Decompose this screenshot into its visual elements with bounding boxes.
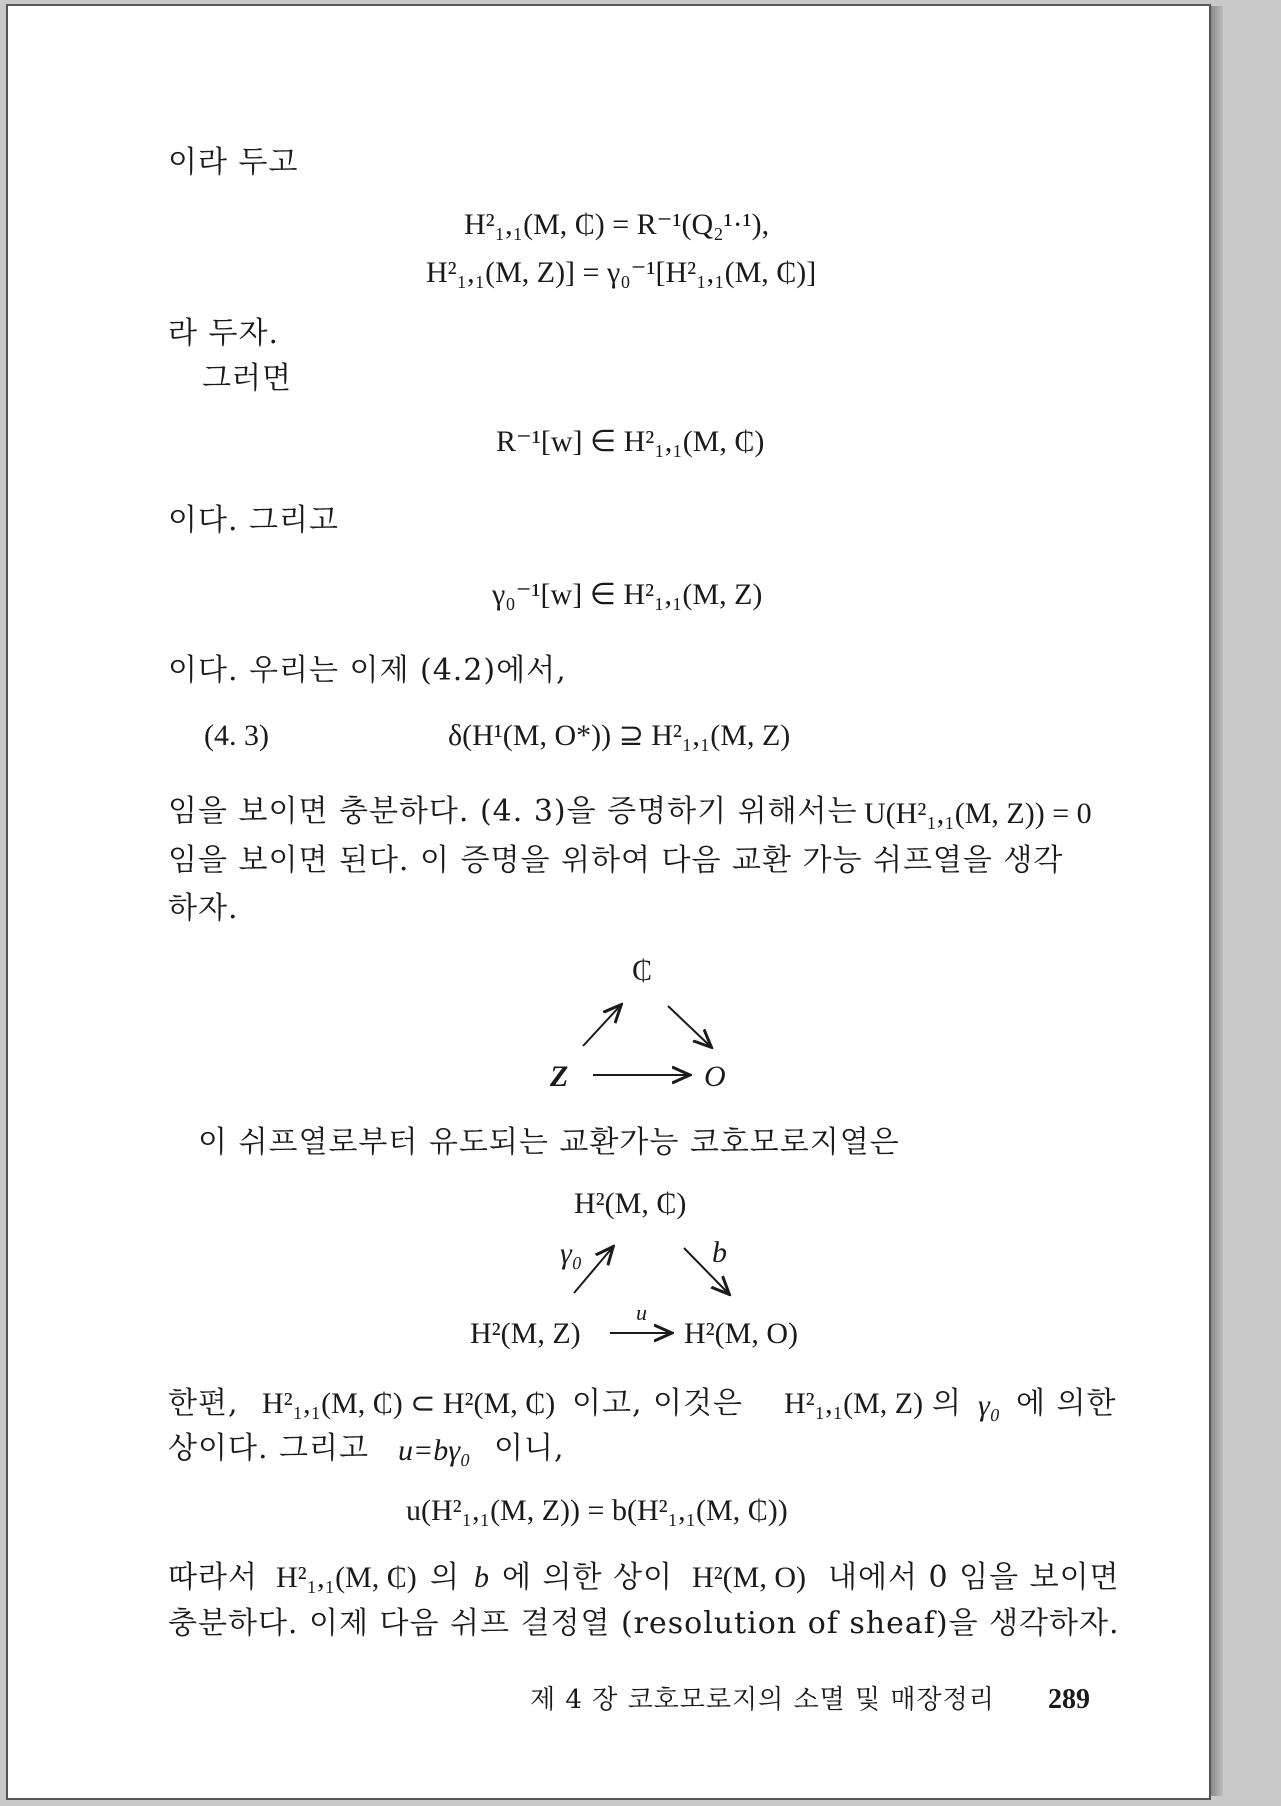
diagram-node-top: H²(M, ₵): [574, 1187, 687, 1220]
inline-math: H²₁,₁(M, ₵): [276, 1561, 417, 1594]
page-edge: [1211, 6, 1223, 1796]
inline-math: H²₁,₁(M, Z): [784, 1387, 924, 1420]
text-line: 이 쉬프열로부터 유도되는 교환가능 코호모로지열은: [198, 1125, 900, 1160]
text-line: 하자.: [168, 891, 239, 926]
diagram-arrows: [568, 1238, 738, 1343]
text-fragment: 의: [932, 1386, 962, 1421]
text-fragment: 에 의한 상이: [502, 1560, 673, 1595]
text-line: 충분하다. 이제 다음 쉬프 결정열 (resolution of sheaf)을 생각하자.: [168, 1606, 1120, 1641]
running-footer: 제 4 장 코호모로지의 소멸 및 매장정리: [530, 1685, 995, 1715]
diagram-node-right: H²(M, O): [684, 1317, 798, 1350]
equation: R⁻¹[w] ∈ H²₁,₁(M, ₵): [496, 425, 765, 458]
text-fragment: 의: [430, 1560, 460, 1595]
text-line: 이다. 그리고: [168, 503, 339, 538]
arrow-label-u: u: [636, 1300, 647, 1325]
text-line: 이라 두고: [168, 145, 299, 180]
inline-math: U(H²₁,₁(M, Z)) = 0: [864, 797, 1092, 830]
inline-math: H²₁,₁(M, ₵) ⊂ H²(M, ₵): [262, 1387, 556, 1420]
diagram-node-left: H²(M, Z): [470, 1317, 581, 1350]
arrow-label-b: b: [712, 1236, 727, 1269]
equation: δ(H¹(M, O*)) ⊇ H²₁,₁(M, Z): [448, 719, 791, 752]
text-line: 임을 보이면 된다. 이 증명을 위하여 다음 교환 가능 쉬프열을 생각: [168, 843, 1064, 878]
text-fragment: 이니,: [494, 1431, 565, 1466]
inline-math: H²(M, O): [692, 1561, 806, 1594]
diagram-node-right: O: [704, 1060, 726, 1093]
text-line: 이다. 우리는 이제 (4.2)에서,: [168, 653, 567, 688]
text-fragment: 따라서: [168, 1560, 258, 1595]
equation: H²₁,₁(M, ₵) = R⁻¹(Q₂¹·¹),: [464, 208, 770, 241]
equation: u(H²₁,₁(M, Z)) = b(H²₁,₁(M, ₵)): [406, 1494, 788, 1527]
inline-math: γ₀: [978, 1389, 1001, 1422]
text-fragment: 이고, 이것은: [572, 1386, 743, 1421]
text-fragment: 상이다. 그리고: [168, 1431, 369, 1466]
equation: γ₀⁻¹[w] ∈ H²₁,₁(M, Z): [492, 578, 763, 611]
text-fragment: 내에서 0 임을 보이면: [828, 1560, 1120, 1595]
inline-math: b: [474, 1561, 489, 1594]
inline-math: u=bγ₀: [398, 1434, 471, 1467]
equation: H²₁,₁(M, Z)] = γ₀⁻¹[H²₁,₁(M, ₵)]: [426, 256, 817, 289]
text-fragment: 에 의한: [1016, 1386, 1117, 1421]
equation-number: (4. 3): [204, 719, 269, 752]
text-line: 라 두자.: [168, 316, 280, 351]
diagram-node-top: ₵: [632, 954, 653, 987]
diagram-arrows: [568, 996, 718, 1091]
document-page: [6, 4, 1211, 1800]
arrow-label-gamma: γ₀: [560, 1237, 583, 1270]
diagram-node-left: Z: [550, 1060, 569, 1093]
page-number: 289: [1048, 1684, 1090, 1715]
text-line: 임을 보이면 충분하다. (4. 3)을 증명하기 위해서는: [168, 794, 858, 829]
text-line: 그러면: [202, 361, 292, 396]
text-fragment: 한편,: [168, 1386, 239, 1421]
